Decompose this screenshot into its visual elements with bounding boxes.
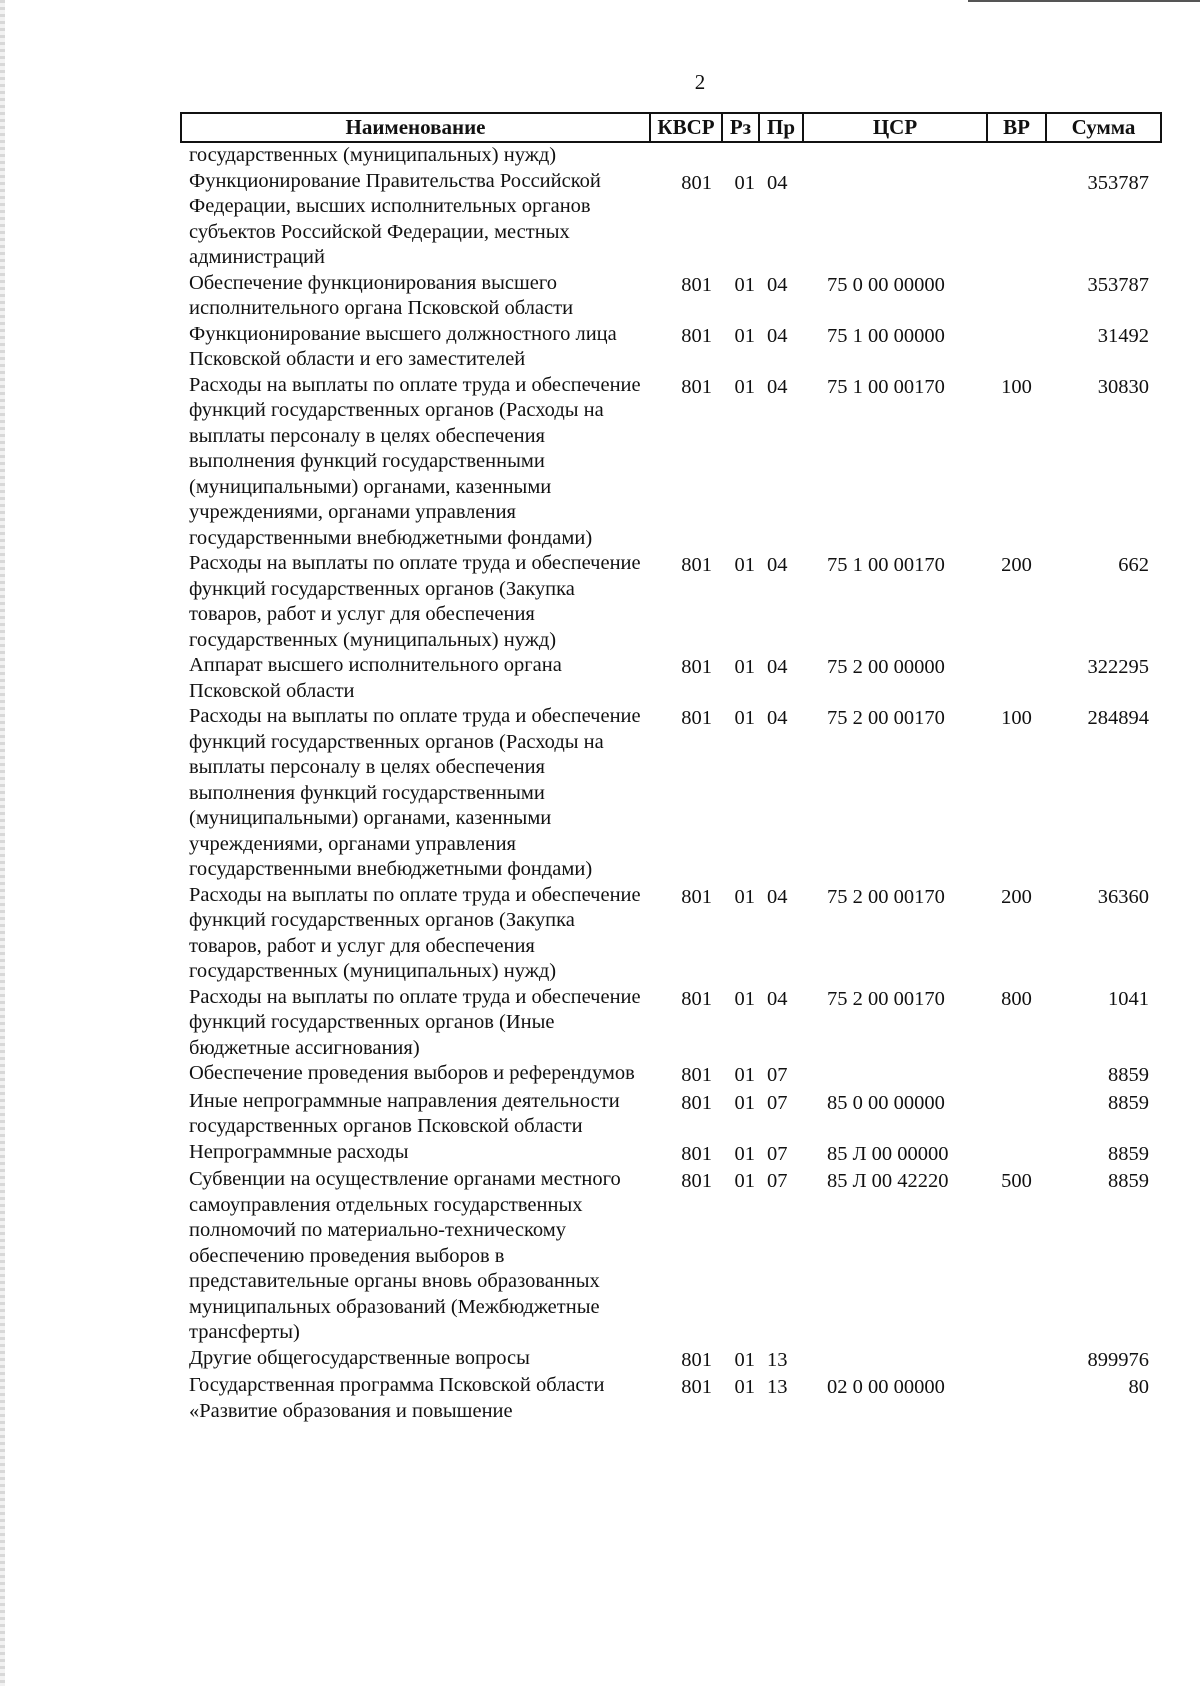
cell-sum: 8859: [1108, 1064, 1149, 1086]
cell-kvsr: 801: [681, 273, 712, 296]
cell-sum: 36360: [1097, 885, 1149, 908]
cell-csr: 75 1 00 00000: [827, 324, 945, 347]
cell-name: Обеспечение проведения выборов и референдумов: [189, 1062, 635, 1084]
table-row: [181, 883, 1161, 985]
cell-csr: 02 0 00 00000: [827, 1376, 945, 1398]
table-row: [181, 1140, 1161, 1168]
header-kvsr: КВСР: [650, 113, 722, 142]
cell-kvsr: 801: [681, 987, 712, 1010]
cell-vr: 800: [1001, 987, 1032, 1010]
table-row: [181, 704, 1161, 883]
cell-rz: 01: [734, 707, 755, 729]
cell-pr: 07: [767, 1170, 788, 1192]
cell-pr: 07: [767, 1064, 788, 1086]
cell-rz: 01: [734, 273, 755, 296]
cell-vr: [987, 169, 1046, 271]
header-name: Наименование: [181, 113, 650, 142]
cell-kvsr: 801: [681, 1170, 712, 1192]
cell-rz: 01: [734, 1170, 755, 1192]
cell-pr: 04: [767, 554, 788, 576]
table-row: [181, 142, 1161, 169]
cell-csr: 85 Л 00 00000: [827, 1142, 949, 1165]
cell-name: Другие общегосударственные вопросы: [189, 1346, 530, 1369]
cell-name: государственных (муниципальных) нужд): [189, 144, 557, 166]
budget-table: [180, 112, 1162, 1424]
cell-vr: [987, 1140, 1046, 1168]
table-row: [181, 1373, 1161, 1424]
cell-rz: 01: [734, 1142, 755, 1165]
header-csr: ЦСР: [803, 113, 987, 142]
cell-vr: 100: [1001, 375, 1032, 398]
cell-csr: 75 2 00 00170: [827, 885, 945, 908]
cell-kvsr: 801: [681, 885, 712, 908]
cell-vr: 200: [1001, 885, 1032, 908]
cell-sum: 353787: [1087, 171, 1149, 194]
cell-sum: 322295: [1087, 656, 1149, 678]
cell-vr: [987, 322, 1046, 373]
cell-csr: [803, 142, 987, 169]
cell-rz: 01: [734, 987, 755, 1010]
cell-vr: [987, 653, 1046, 704]
cell-pr: 04: [767, 171, 788, 194]
cell-sum: 8859: [1108, 1142, 1149, 1165]
table-row: [181, 1089, 1161, 1140]
table-row: [181, 1167, 1161, 1346]
cell-csr: 75 1 00 00170: [827, 375, 945, 398]
cell-rz: 01: [734, 1376, 755, 1398]
cell-rz: 01: [734, 1091, 755, 1114]
table-row: [181, 322, 1161, 373]
cell-pr: 07: [767, 1142, 788, 1165]
cell-kvsr: 801: [681, 707, 712, 729]
cell-name: Функционирование Правительства Российской Федерации, высших исполнительных органов субъектов Российской Федерации, местных администраций: [189, 169, 601, 268]
cell-rz: 01: [734, 171, 755, 194]
cell-csr: 85 0 00 00000: [827, 1091, 945, 1114]
table-row: [181, 373, 1161, 552]
table-row: [181, 271, 1161, 322]
cell-kvsr: 801: [681, 656, 712, 678]
cell-rz: [722, 142, 759, 169]
cell-vr: [987, 1346, 1046, 1374]
cell-name: Обеспечение функционирования высшего исполнительного органа Псковской области: [189, 271, 574, 319]
cell-pr: 04: [767, 707, 788, 729]
cell-name: Расходы на выплаты по оплате труда и обеспечение функций государственных органов (Закупка товаров, работ и услуг для обеспечения государственных (муниципальных) нужд): [189, 552, 641, 651]
cell-vr: 500: [1001, 1170, 1032, 1192]
cell-name: Субвенции на осуществление органами местного самоуправления отдельных государственных полномочий по материально-техническому обеспечению проведения выборов в представительные органы вновь образованных муниципальных образований (Межбюджетные трансферты): [189, 1168, 621, 1343]
cell-kvsr: 801: [681, 1142, 712, 1165]
cell-vr: [987, 1061, 1046, 1089]
cell-sum: [1046, 142, 1161, 169]
cell-rz: 01: [734, 1064, 755, 1086]
cell-pr: 04: [767, 885, 788, 908]
cell-name: Расходы на выплаты по оплате труда и обеспечение функций государственных органов (Иные бюджетные ассигнования): [189, 985, 641, 1059]
cell-csr: 85 Л 00 42220: [827, 1170, 949, 1192]
cell-pr: 07: [767, 1091, 788, 1114]
table-row: [181, 653, 1161, 704]
cell-pr: 04: [767, 324, 788, 347]
cell-sum: 31492: [1097, 324, 1149, 347]
cell-name: Расходы на выплаты по оплате труда и обеспечение функций государственных органов (Расходы на выплаты персоналу в целях обеспечения выполнения функций государственными (муниципальными) органами, казенными учреждениями, органами управления государственными внебюджетными фондами): [189, 705, 641, 880]
cell-name: Расходы на выплаты по оплате труда и обеспечение функций государственных органов (Расходы на выплаты персоналу в целях обеспечения выполнения функций государственными (муниципальными) органами, казенными учреждениями, органами управления государственными внебюджетными фондами): [189, 373, 641, 549]
cell-name: Непрограммные расходы: [189, 1140, 409, 1163]
cell-sum: 30830: [1097, 375, 1149, 398]
cell-sum: 353787: [1087, 273, 1149, 296]
cell-kvsr: 801: [681, 171, 712, 194]
cell-vr: [987, 1373, 1046, 1424]
cell-rz: 01: [734, 656, 755, 678]
cell-vr: 200: [1001, 554, 1032, 576]
cell-sum: 8859: [1108, 1170, 1149, 1192]
header-pr: Пр: [759, 113, 803, 142]
cell-csr: 75 2 00 00170: [827, 987, 945, 1010]
cell-kvsr: [650, 142, 722, 169]
cell-kvsr: 801: [681, 1376, 712, 1398]
cell-kvsr: 801: [681, 375, 712, 398]
scan-edge: [0, 0, 5, 1686]
cell-pr: [759, 142, 803, 169]
cell-name: Расходы на выплаты по оплате труда и обеспечение функций государственных органов (Закупка товаров, работ и услуг для обеспечения государственных (муниципальных) нужд): [189, 883, 641, 982]
cell-vr: [987, 142, 1046, 169]
cell-csr: 75 1 00 00170: [827, 554, 945, 576]
page-number: 2: [694, 70, 706, 94]
cell-rz: 01: [734, 375, 755, 398]
cell-rz: 01: [734, 1348, 755, 1371]
cell-sum: 80: [1128, 1376, 1149, 1398]
cell-sum: 8859: [1108, 1091, 1149, 1114]
table-row: [181, 1061, 1161, 1089]
table-row: [181, 551, 1161, 653]
cell-pr: 04: [767, 375, 788, 398]
table-row: [181, 169, 1161, 271]
cell-csr: [803, 1346, 987, 1374]
table-row: [181, 985, 1161, 1062]
cell-sum: 284894: [1087, 707, 1149, 729]
cell-sum: 1041: [1108, 987, 1149, 1010]
header-sum: Сумма: [1046, 113, 1161, 142]
table-row: [181, 1346, 1161, 1374]
cell-name: Государственная программа Псковской области «Развитие образования и повышение: [189, 1374, 605, 1422]
cell-kvsr: 801: [681, 1348, 712, 1371]
cell-kvsr: 801: [681, 1064, 712, 1086]
cell-csr: 75 2 00 00000: [827, 656, 945, 678]
cell-pr: 04: [767, 273, 788, 296]
cell-sum: 662: [1118, 554, 1149, 576]
cell-kvsr: 801: [681, 1091, 712, 1114]
cell-csr: 75 0 00 00000: [827, 273, 945, 296]
cell-csr: [803, 1061, 987, 1089]
cell-rz: 01: [734, 554, 755, 576]
cell-vr: [987, 1089, 1046, 1140]
cell-vr: [987, 271, 1046, 322]
header-rz: Рз: [722, 113, 759, 142]
cell-csr: [803, 169, 987, 271]
table-body: [181, 142, 1161, 1424]
header-vr: ВР: [987, 113, 1046, 142]
cell-pr: 13: [767, 1376, 788, 1398]
cell-csr: 75 2 00 00170: [827, 707, 945, 729]
cell-kvsr: 801: [681, 554, 712, 576]
cell-pr: 13: [767, 1348, 788, 1371]
cell-pr: 04: [767, 656, 788, 678]
table-header: [181, 113, 1161, 142]
cell-sum: 899976: [1087, 1348, 1149, 1371]
cell-rz: 01: [734, 885, 755, 908]
scan-top-line: [968, 0, 1200, 2]
cell-name: Аппарат высшего исполнительного органа Псковской области: [189, 654, 562, 702]
cell-pr: 04: [767, 987, 788, 1010]
cell-kvsr: 801: [681, 324, 712, 347]
cell-rz: 01: [734, 324, 755, 347]
cell-name: Иные непрограммные направления деятельности государственных органов Псковской области: [189, 1089, 620, 1137]
cell-vr: 100: [1001, 707, 1032, 729]
cell-name: Функционирование высшего должностного лица Псковской области и его заместителей: [189, 322, 617, 370]
